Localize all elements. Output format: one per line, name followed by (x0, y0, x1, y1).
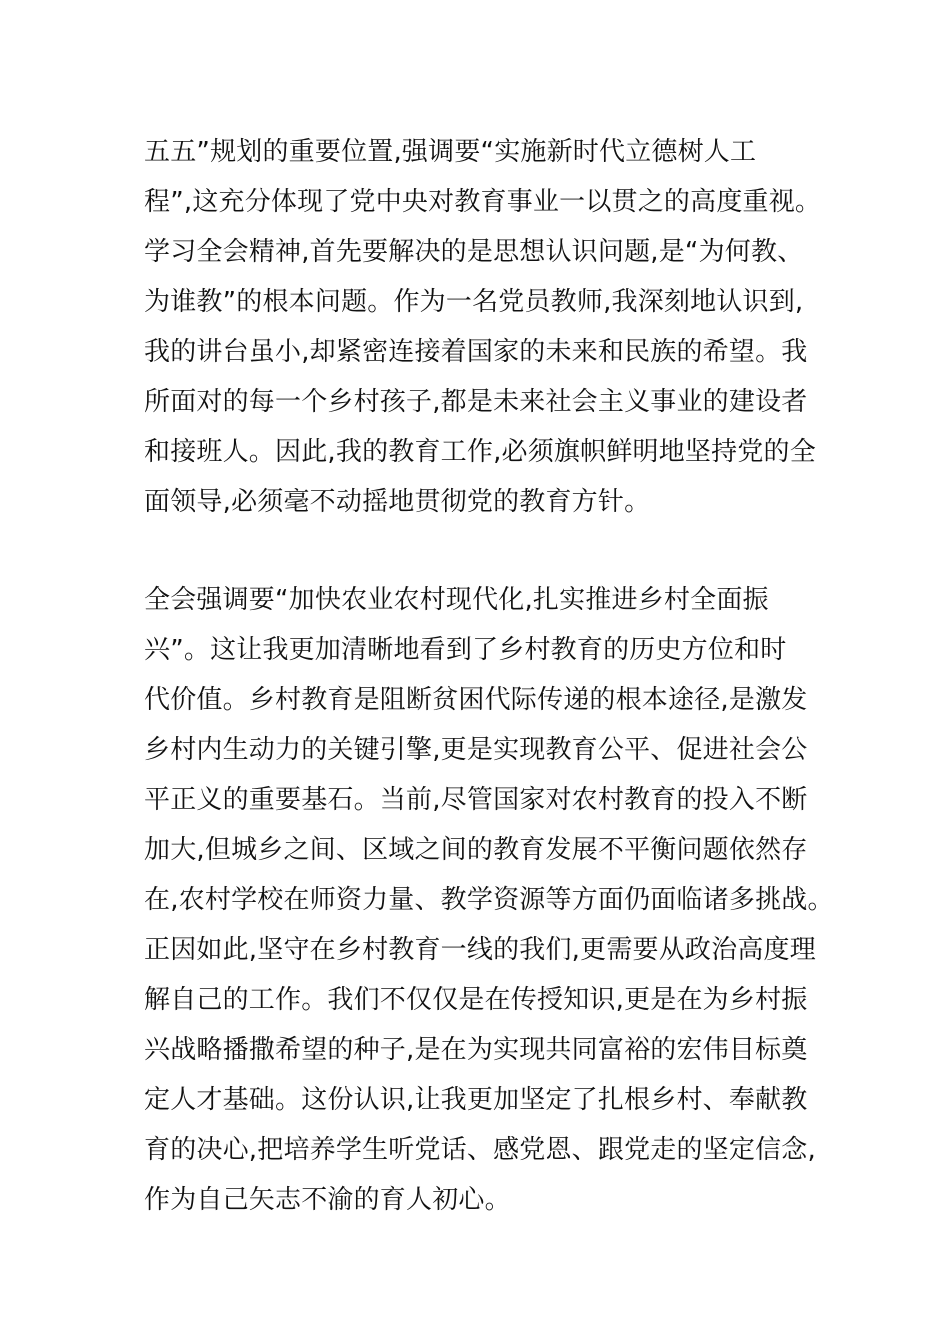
paragraph-line: 我的讲台虽小,却紧密连接着国家的未来和民族的希望。我 (144, 337, 808, 367)
paragraph-line: 解自己的工作。我们不仅仅是在传授知识,更是在为乡村振 (144, 985, 808, 1015)
paragraph-line: 面领导,必须毫不动摇地贯彻党的教育方针。 (144, 487, 651, 517)
paragraph-line: 加大,但城乡之间、区域之间的教育发展不平衡问题依然存 (144, 835, 808, 865)
paragraph-line: 定人才基础。这份认识,让我更加坚定了扎根乡村、奉献教 (144, 1085, 808, 1115)
paragraph-line: 程”,这充分体现了党中央对教育事业一以贯之的高度重视。 (144, 187, 822, 217)
paragraph-line: 和接班人。因此,我的教育工作,必须旗帜鲜明地坚持党的全 (144, 437, 816, 467)
paragraph-line: 在,农村学校在师资力量、教学资源等方面仍面临诸多挑战。 (144, 885, 834, 915)
paragraph-line: 育的决心,把培养学生听党话、感党恩、跟党走的坚定信念, (144, 1135, 816, 1165)
paragraph-line: 乡村内生动力的关键引擎,更是实现教育公平、促进社会公 (144, 735, 808, 765)
paragraph-line: 兴战略播撒希望的种子,是在为实现共同富裕的宏伟目标奠 (144, 1035, 808, 1065)
paragraph-line: 作为自己矢志不渝的育人初心。 (144, 1185, 511, 1215)
paragraph-line: 平正义的重要基石。当前,尽管国家对农村教育的投入不断 (144, 785, 808, 815)
paragraph-line: 兴”。这让我更加清晰地看到了乡村教育的历史方位和时 (144, 635, 787, 665)
paragraph-line: 全会强调要“加快农业农村现代化,扎实推进乡村全面振 (144, 585, 769, 615)
paragraph-line: 为谁教”的根本问题。作为一名党员教师,我深刻地认识到, (144, 287, 804, 317)
paragraph-line: 代价值。乡村教育是阻断贫困代际传递的根本途径,是激发 (144, 685, 808, 715)
paragraph-line: 学习全会精神,首先要解决的是思想认识问题,是“为何教、 (144, 237, 804, 267)
paragraph-line: 正因如此,坚守在乡村教育一线的我们,更需要从政治高度理 (144, 935, 816, 965)
paragraph-line: 五五”规划的重要位置,强调要“实施新时代立德树人工 (144, 137, 757, 167)
paragraph-line: 所面对的每一个乡村孩子,都是未来社会主义事业的建设者 (144, 387, 808, 417)
